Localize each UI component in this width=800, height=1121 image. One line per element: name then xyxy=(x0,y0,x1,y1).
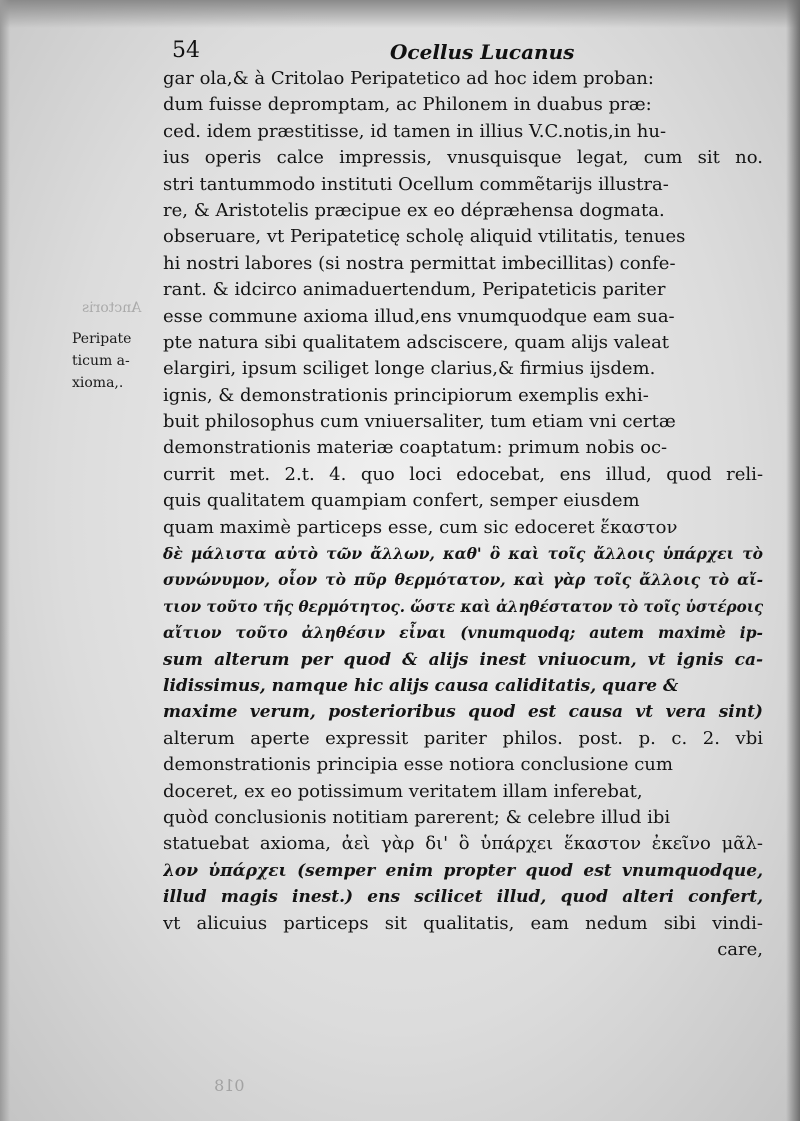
text-line xyxy=(163,462,763,488)
body-text xyxy=(163,66,763,963)
text-line xyxy=(163,66,763,92)
text-line xyxy=(163,752,763,778)
margin-note-line: xioma,. xyxy=(72,375,124,391)
text-line-content: care, xyxy=(717,938,763,960)
page-right-shadow xyxy=(786,0,800,1121)
text-line-content: τιον τοῦτο τῆς θερμότητος. ὥστε καὶ ἀληθέστατον τὸ τοῖς ὑστέροις xyxy=(163,596,763,616)
text-line xyxy=(163,435,763,461)
text-line xyxy=(163,726,763,752)
text-line-content: vt alicuius particeps sit qualitatis, eam nedum sibi vindi- xyxy=(163,912,763,934)
text-line xyxy=(163,699,763,725)
text-line xyxy=(163,831,763,857)
text-line xyxy=(163,779,763,805)
text-line-content: dum fuisse depromptam, ac Philonem in duabus præ: xyxy=(163,94,652,116)
text-line xyxy=(163,805,763,831)
text-line xyxy=(163,858,763,884)
page-top-shadow xyxy=(0,0,800,28)
text-line xyxy=(163,224,763,250)
text-line-content: hi nostri labores (si nostra permittat imbecillitas) confe- xyxy=(163,252,676,274)
page-number: 54 xyxy=(172,38,200,63)
text-line xyxy=(163,277,763,303)
margin-note xyxy=(72,328,152,394)
text-line xyxy=(163,884,763,910)
text-line-content: gar ola,& à Critolao Peripatetico ad hoc idem proban: xyxy=(163,68,654,89)
margin-note-line: Peripate xyxy=(72,331,132,347)
text-line-content: sum alterum per quod & alijs inest vniuocum, vt ignis ca- xyxy=(163,649,763,670)
text-line-content: quòd conclusionis notitiam parerent; & celebre illud ibi xyxy=(163,806,671,828)
text-line xyxy=(163,541,763,567)
text-line-content: pte natura sibi qualitatem adsciscere, quam alijs valeat xyxy=(163,331,670,353)
text-line-content: buit philosophus cum vniuersaliter, tum etiam vni certæ xyxy=(163,411,676,433)
text-line-content: elargiri, ipsum sciliget longe clarius,& firmius ijsdem. xyxy=(163,358,656,380)
text-line xyxy=(163,145,763,171)
text-line-content: esse commune axioma illud,ens vnumquodque eam sua- xyxy=(163,305,675,327)
bleed-through-footer-mark: 018 xyxy=(214,1076,245,1095)
text-line xyxy=(163,409,763,435)
text-line-content: obseruare, vt Peripateticę scholę aliquid vtilitatis, tenues xyxy=(163,226,686,248)
text-line-content: ced. idem præstitisse, id tamen in illius V.C.notis,in hu- xyxy=(163,120,667,142)
text-line-content: αἴτιον τοῦτο ἀληθέσιν εἶναι (vnumquodq; autem maximè ip- xyxy=(163,623,763,643)
text-line-content: lidissimus, namque hic alijs causa caliditatis, quare & xyxy=(163,675,679,696)
text-line xyxy=(163,647,763,673)
text-line-content: alterum aperte expressit pariter philos. post. p. c. 2. vbi xyxy=(163,727,763,749)
text-line-content: statuebat axioma, ἀεὶ γὰρ δι' ὃ ὑπάρχει ἕκαστον ἐκεῖνο μᾶλ- xyxy=(163,833,763,855)
text-line xyxy=(163,119,763,145)
text-line xyxy=(163,172,763,198)
text-line-content: quis qualitatem quampiam confert, semper eiusdem xyxy=(163,490,640,512)
text-line-content: stri tantummodo instituti Ocellum commẽtarijs illustra- xyxy=(163,173,669,195)
text-line xyxy=(163,251,763,277)
text-line-content: ignis, & demonstrationis principiorum exemplis exhi- xyxy=(163,384,649,406)
text-line-content: quam maximè particeps esse, cum sic edoceret ἕκαστον xyxy=(163,516,678,538)
text-line xyxy=(163,620,763,646)
text-line xyxy=(163,92,763,118)
text-line-content: demonstrationis materiæ coaptatum: primum nobis oc- xyxy=(163,437,668,459)
text-line xyxy=(163,304,763,330)
page-header xyxy=(160,36,770,70)
text-line-content: currit met. 2.t. 4. quo loci edocebat, ens illud, quod reli- xyxy=(163,463,763,485)
text-line xyxy=(163,937,763,963)
text-line xyxy=(163,330,763,356)
text-line xyxy=(163,673,763,699)
page-left-shadow xyxy=(0,0,10,1121)
text-line-content: rant. & idcirco animaduertendum, Peripateticis pariter xyxy=(163,279,666,301)
text-line-content: maxime verum, posterioribus quod est causa vt vera sint) xyxy=(163,702,763,723)
text-line xyxy=(163,383,763,409)
text-line xyxy=(163,911,763,937)
text-line xyxy=(163,198,763,224)
text-line-content: συνώνυμον, οἷον τὸ πῦρ θερμότατον, καὶ γὰρ τοῖς ἄλλοις τὸ αἴ- xyxy=(163,570,763,590)
text-line-content: ius operis calce impressis, vnusquisque legat, cum sit no. xyxy=(163,147,763,169)
text-line-content: λον ὑπάρχει (semper enim propter quod est vnumquodque, xyxy=(163,860,763,881)
bleed-through-margin-mark: Anctoris xyxy=(82,300,142,316)
text-line xyxy=(163,594,763,620)
text-line xyxy=(163,567,763,593)
margin-note-line: ticum a- xyxy=(72,353,130,369)
text-line-content: re, & Aristotelis præcipue ex eo dépræhensa dogmata. xyxy=(163,199,665,221)
text-line-content: demonstrationis principia esse notiora conclusione cum xyxy=(163,754,673,776)
text-line-content: doceret, ex eo potissimum veritatem illam inferebat, xyxy=(163,780,643,802)
text-line-content: illud magis inest.) ens scilicet illud, quod alteri confert, xyxy=(163,887,763,908)
text-line-content: δὲ μάλιστα αὐτὸ τῶν ἄλλων, καθ' ὃ καὶ τοῖς ἄλλοις ὑπάρχει τὸ xyxy=(163,544,763,564)
running-title: Ocellus Lucanus xyxy=(390,40,575,64)
text-line xyxy=(163,488,763,514)
text-line xyxy=(163,515,763,541)
text-line xyxy=(163,356,763,382)
